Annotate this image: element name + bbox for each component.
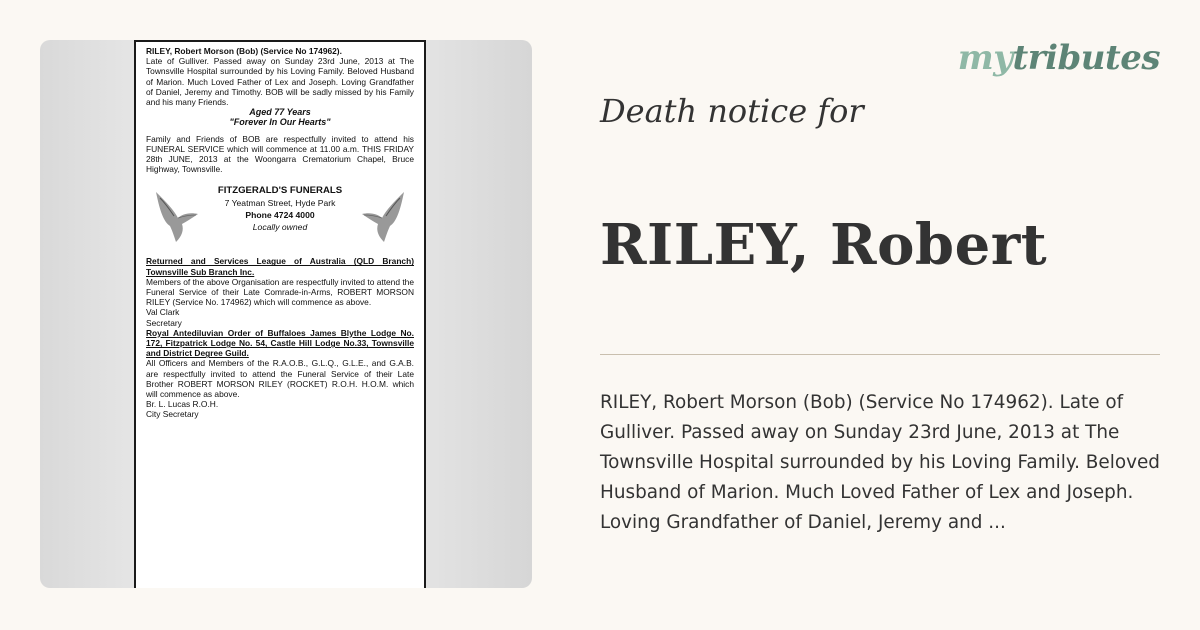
raob-sign-name: Br. L. Lucas R.O.H.: [146, 399, 219, 410]
divider: [600, 354, 1160, 355]
raob-body: All Officers and Members of the R.A.O.B., G.L.Q., G.L.E., and G.A.B. are respectfully invited to attend the Funeral Service of their Late Brother ROBERT MORSON RILEY (ROCKET) R.O.H. H.O.M. which will commence as above.: [146, 358, 414, 400]
rsl-heading: Returned and Services League of Australia (QLD Branch) Townsville Sub Branch Inc.: [146, 256, 414, 277]
notice-body-1: Late of Gulliver. Passed away on Sunday 23rd June, 2013 at The Townsville Hospital surrounded by his Loving Family. Beloved Husband of Marion. Much Loved Father of Lex and Joseph. Loving Grandfather of Daniel, Jeremy and Timothy. BOB will be sadly missed by his Family and his many Friends.: [146, 56, 414, 108]
notice-quote: "Forever In Our Hearts": [229, 117, 331, 128]
funeral-home-tagline: Locally owned: [252, 222, 308, 233]
rsl-body: Members of the above Organisation are respectfully invited to attend the Funeral Service of their Late Comrade-in-Arms, ROBERT MORSON RILEY (Service No. 174962) which will commence as above.: [146, 276, 414, 308]
notice-body-2: Family and Friends of BOB are respectfully invited to attend his FUNERAL SERVICE which will commence at 11.00 a.m. THIS FRIDAY 28th JUNE, 2013 at the Woongarra Crematorium Chapel, Bruce Highway, Townsville.: [146, 133, 414, 175]
notice-excerpt: RILEY, Robert Morson (Bob) (Service No 174962). Late of Gulliver. Passed away on Sunday 23rd June, 2013 at The Townsville Hospital surrounded by his Loving Family. Beloved Husband of Marion. Much Loved Father of Lex and Joseph. Loving Grandfather of Daniel, Jeremy and ...: [600, 392, 1160, 533]
notice-heading: RILEY, Robert Morson (Bob) (Service No 174962).: [146, 46, 342, 56]
funeral-home-phone: Phone 4724 4000: [245, 210, 315, 221]
funeral-home-name: FITZGERALD'S FUNERALS: [217, 185, 343, 197]
notice-age: Aged 77 Years: [249, 107, 311, 118]
deceased-name: RILEY, Robert: [600, 212, 1048, 278]
rsl-sign-title: Secretary: [146, 317, 182, 328]
newspaper-notice-image: [134, 40, 426, 588]
logo-prefix: my: [957, 38, 1013, 78]
funeral-home-address: 7 Yeatman Street, Hyde Park: [224, 198, 336, 209]
mytributes-logo[interactable]: [958, 38, 1160, 78]
funeral-home-block: [146, 184, 414, 250]
logo-suffix: tributes: [1012, 38, 1160, 78]
raob-sign-title: City Secretary: [146, 409, 199, 420]
page-subtitle: Death notice for: [600, 92, 864, 130]
raob-heading: Royal Antediluvian Order of Buffaloes James Blythe Lodge No. 172, Fitzpatrick Lodge No. 54, Castle Hill Lodge No.33, Townsville and District Degree Guild.: [146, 327, 414, 359]
rsl-sign-name: Val Clark: [146, 307, 180, 318]
